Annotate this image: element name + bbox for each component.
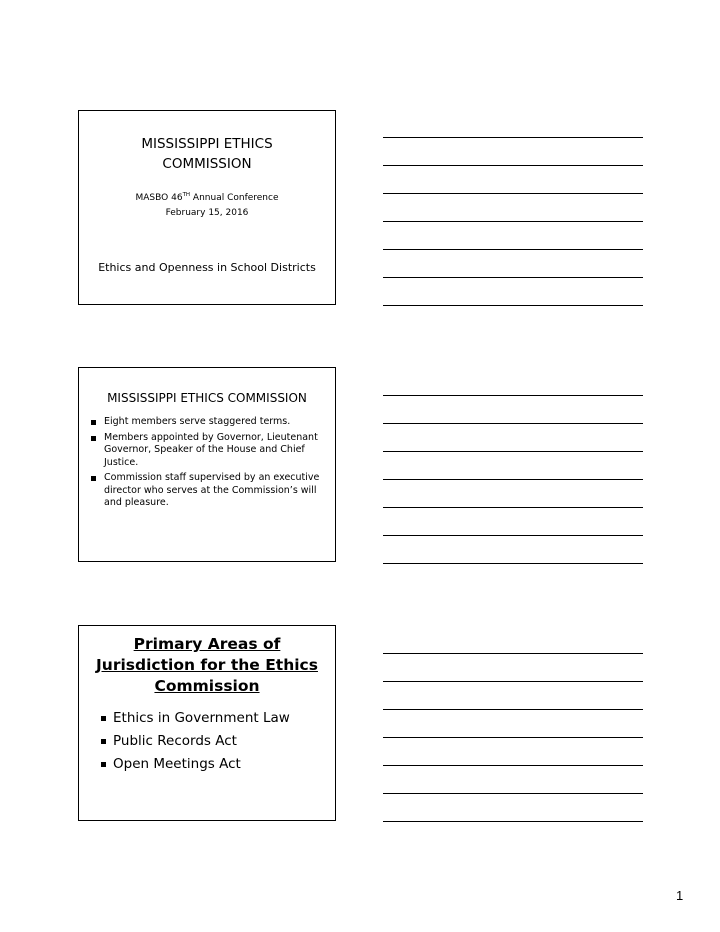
notes-line (383, 535, 643, 536)
notes-line (383, 821, 643, 822)
square-bullet-icon (91, 436, 96, 441)
notes-line (383, 479, 643, 480)
page-number: 1 (676, 888, 684, 903)
notes-line (383, 793, 643, 794)
notes-line (383, 395, 643, 396)
square-bullet-icon (91, 476, 96, 481)
square-bullet-icon (101, 739, 106, 744)
square-bullet-icon (101, 762, 106, 767)
notes-line (383, 681, 643, 682)
slide-2 (78, 367, 336, 562)
conference-prefix: MASBO 46 (135, 193, 183, 203)
list-item-text: Open Meetings Act (113, 756, 241, 772)
notes-line (383, 737, 643, 738)
notes-line (383, 137, 643, 138)
conference-name (79, 191, 335, 206)
slide-3-title-line-3: Commission (154, 677, 260, 695)
list-item (91, 432, 323, 470)
notes-line (383, 305, 643, 306)
list-item (101, 753, 321, 776)
notes-line (383, 653, 643, 654)
list-item-text: Eight members serve staggered terms. (104, 416, 291, 427)
notes-line (383, 221, 643, 222)
notes-line (383, 165, 643, 166)
notes-line (383, 249, 643, 250)
notes-line (383, 193, 643, 194)
conference-info (79, 191, 335, 221)
list-item-text: Commission staff supervised by an executive director who serves at the Commission’s will and pleasure. (104, 472, 320, 508)
notes-line (383, 423, 643, 424)
square-bullet-icon (91, 420, 96, 425)
slide-1-subtitle: Ethics and Openness in School Districts (98, 261, 316, 274)
conference-suffix: Annual Conference (190, 193, 279, 203)
notes-line (383, 563, 643, 564)
slide-3-title-line-2: Jurisdiction for the Ethics (96, 656, 318, 674)
notes-line (383, 765, 643, 766)
list-item (101, 730, 321, 753)
notes-line (383, 451, 643, 452)
list-item-text: Members appointed by Governor, Lieutenant Governor, Speaker of the House and Chief Justice. (104, 431, 318, 468)
list-item-text: Ethics in Government Law (113, 710, 290, 726)
slide-1-title (79, 134, 335, 174)
square-bullet-icon (101, 716, 106, 721)
conference-date: February 15, 2016 (165, 208, 249, 218)
slide-1-title-line-1: MISSISSIPPI ETHICS (141, 136, 273, 152)
list-item (91, 472, 323, 510)
slide-1 (78, 110, 336, 305)
notes-line (383, 277, 643, 278)
list-item (91, 416, 323, 429)
list-item (101, 707, 321, 730)
notes-line (383, 507, 643, 508)
slide-3-title (79, 634, 335, 697)
list-item-text: Public Records Act (113, 733, 237, 749)
conference-ordinal: TH (182, 192, 191, 198)
slide-2-bullet-list (91, 416, 323, 513)
slide-3 (78, 625, 336, 821)
notes-line (383, 709, 643, 710)
slide-3-title-line-1: Primary Areas of (133, 635, 281, 653)
slide-1-title-line-2: COMMISSION (162, 156, 252, 172)
slide-3-bullet-list (101, 707, 321, 776)
slide-2-title: MISSISSIPPI ETHICS COMMISSION (107, 391, 307, 405)
